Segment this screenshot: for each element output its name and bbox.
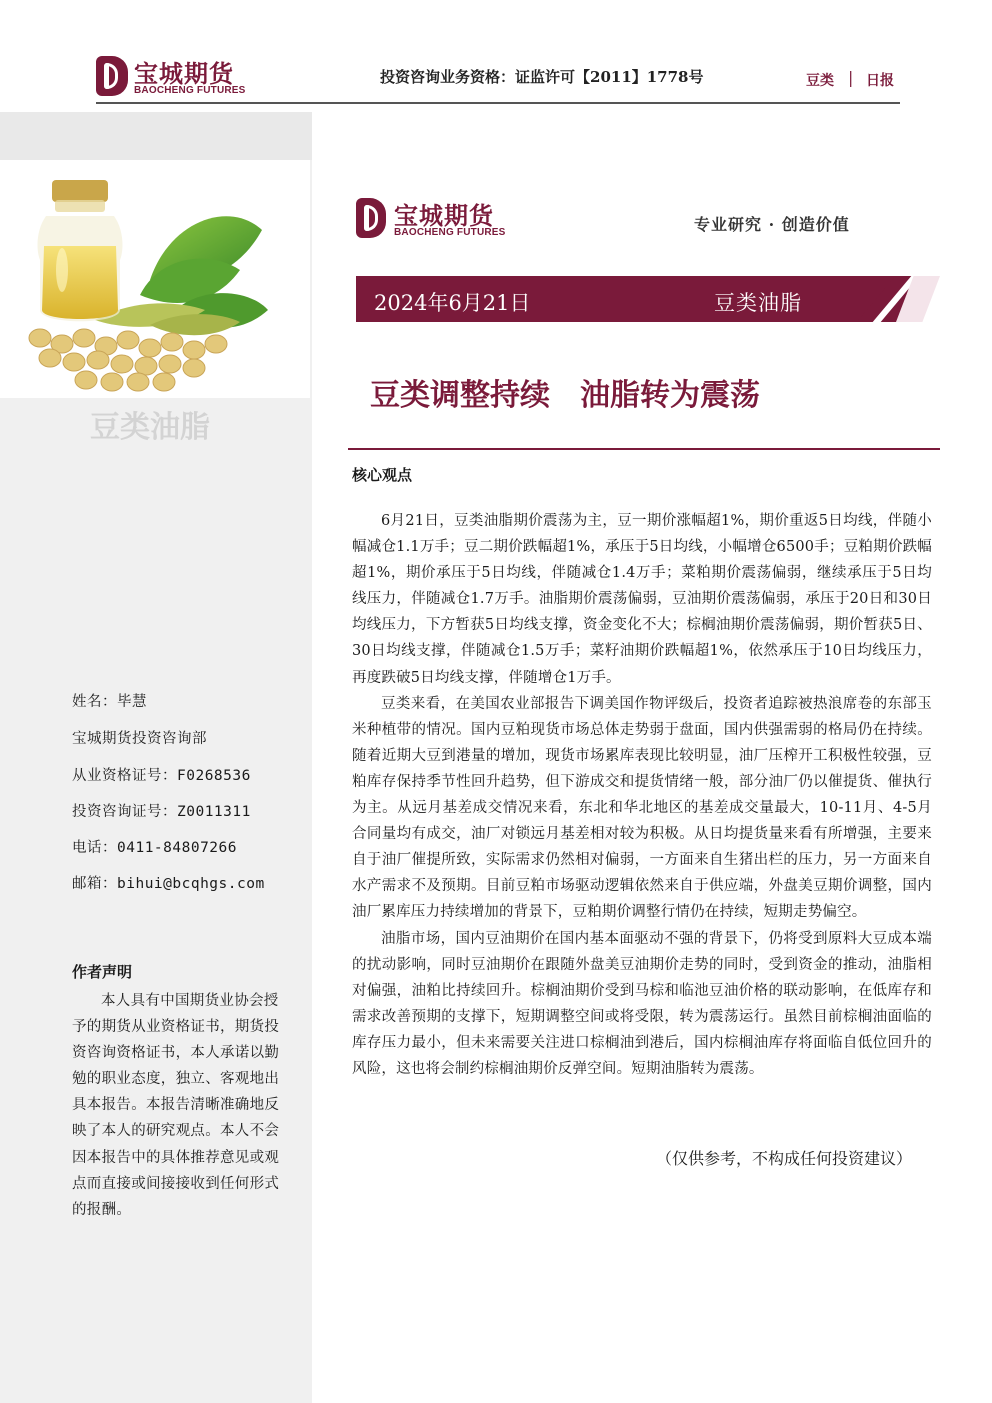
report-body — [352, 508, 932, 1082]
contact-value: F0268536 — [177, 768, 251, 784]
disclaimer-heading: 作者声明 — [72, 963, 133, 981]
contact-label: 从业资格证号： — [72, 768, 177, 784]
banner-category: 豆类油脂 — [714, 291, 802, 315]
header-category-tag: 豆类 — [806, 73, 834, 89]
soybean-oil-illustration — [0, 160, 310, 398]
closing-note: （仅供参考，不构成任何投资建议） — [656, 1149, 913, 1168]
disclaimer-text: 本人具有中国期货业协会授予的期货从业资格证书，期货投资咨询资格证书，本人承诺以勤勉的职业态度，独立、客观地出具本报告。本报告清晰准确地反映了本人的研究观点。本人不会因本报告中的具体推荐意见或观点而直接或间接接收到任何形式的报酬。 — [72, 993, 280, 1218]
baocheng-logo-icon — [96, 56, 128, 96]
report-date: 2024年6月21日 — [374, 291, 531, 315]
header-logo-en: BAOCHENG FUTURES — [134, 85, 246, 96]
soybean-oil-photo — [0, 160, 310, 398]
contact-label: 电话： — [72, 840, 117, 856]
header-separator: | — [848, 68, 854, 87]
sidebar-category: 豆类油脂 — [90, 410, 210, 445]
header-type-tag: 日报 — [866, 73, 894, 89]
contact-advisory-id — [72, 800, 251, 821]
date-banner — [356, 276, 940, 322]
contact-name — [72, 690, 147, 711]
report-logo-cn: 宝城期货 — [394, 202, 494, 230]
contact-label: 姓名： — [72, 694, 117, 710]
contact-department — [72, 727, 207, 748]
title-divider — [348, 448, 940, 450]
header-divider — [96, 102, 900, 104]
contact-label: 邮箱： — [72, 876, 117, 892]
body-paragraph: 豆类来看，在美国农业部报告下调美国作物评级后，投资者追踪被热浪席卷的东部玉米种植带的情况。国内豆粕现货市场总体走势弱于盘面，国内供强需弱的格局仍在持续。随着近期大豆到港量的增加，现货市场累库表现比较明显，油厂压榨开工积极性较强，豆粕库存保持季节性回升趋势，但下游成交和提货情绪一般，部分油厂仍以催提货、催执行为主。从远月基差成交情况来看，东北和华北地区的基差成交量最大，10-11月、4-5月合同量均有成交，油厂对锁远月基差相对较为积极。从日均提货量来看有所增强，主要来自于油厂催提所致，实际需求仍然相对偏弱，一方面来自生猪出栏的压力，另一方面来自水产需求不及预期。目前豆粕市场驱动逻辑依然来自于供应端，外盘美豆期价调整，国内油厂累库压力持续增加的背景下，豆粕期价调整行情仍在持续，短期走势偏空。 — [352, 695, 932, 921]
contact-email — [72, 872, 265, 893]
body-paragraph: 油脂市场，国内豆油期价在国内基本面驱动不强的背景下，仍将受到原料大豆成本端的扰动影响，同时豆油期价在跟随外盘美豆油期价走势的同时，受到资金的推动，油脂相对偏强，油粕比持续回升。棕榈油期价受到马棕和临池豆油价格的联动影响，在低库存和需求改善预期的支撑下，短期调整空间或将受限，转为震荡运行。虽然目前棕榈油面临的库存压力最小，但未来需要关注进口棕榈油到港后，国内棕榈油库存将面临自低位回升的风险，这也将会制约棕榈油期价反弹空间。短期油脂转为震荡。 — [352, 930, 932, 1077]
header-logo-cn: 宝城期货 — [134, 60, 234, 88]
contact-phone — [72, 836, 237, 857]
contact-qualification-id — [72, 764, 251, 785]
report-title: 豆类调整持续 油脂转为震荡 — [370, 378, 760, 413]
baocheng-logo-icon — [356, 198, 386, 238]
contact-label: 投资咨询证号： — [72, 804, 177, 820]
contact-value: 宝城期货投资咨询部 — [72, 731, 207, 747]
qualification-text: 投资咨询业务资格：证监许可【2011】1778号 — [380, 68, 704, 86]
slogan: 专业研究 · 创造价值 — [694, 215, 850, 234]
sidebar-top-band — [0, 112, 312, 160]
contact-value: bihui@bcqhgs.com — [117, 876, 265, 892]
contact-value: Z0011311 — [177, 804, 251, 820]
contact-value: 毕慧 — [117, 694, 147, 710]
header-logo — [96, 54, 256, 100]
body-paragraph: 6月21日，豆类油脂期价震荡为主，豆一期价涨幅超1%，期价重返5日均线，伴随小幅减仓1.1万手；豆二期价跌幅超1%，承压于5日均线，小幅增仓6500手；豆粕期价跌幅超1%，期价承压于5日均线，伴随减仓1.4万手；菜粕期价震荡偏弱，继续承压于5日均线压力，伴随减仓1.7万手。油脂期价震荡偏弱，豆油期价震荡偏弱，承压于20日和30日均线压力，下方暂获5日均线支撑，资金变化不大；棕榈油期价震荡偏弱，期价暂获5日、30日均线支撑，伴随减仓1.5万手；菜籽油期价跌幅超1%，依然承压于10日均线压力，再度跌破5日均线支撑，伴随增仓1万手。 — [352, 513, 932, 686]
report-logo-en: BAOCHENG FUTURES — [394, 227, 506, 238]
section-heading: 核心观点 — [352, 466, 413, 484]
report-logo — [356, 196, 526, 242]
contact-value: 0411-84807266 — [117, 840, 237, 856]
